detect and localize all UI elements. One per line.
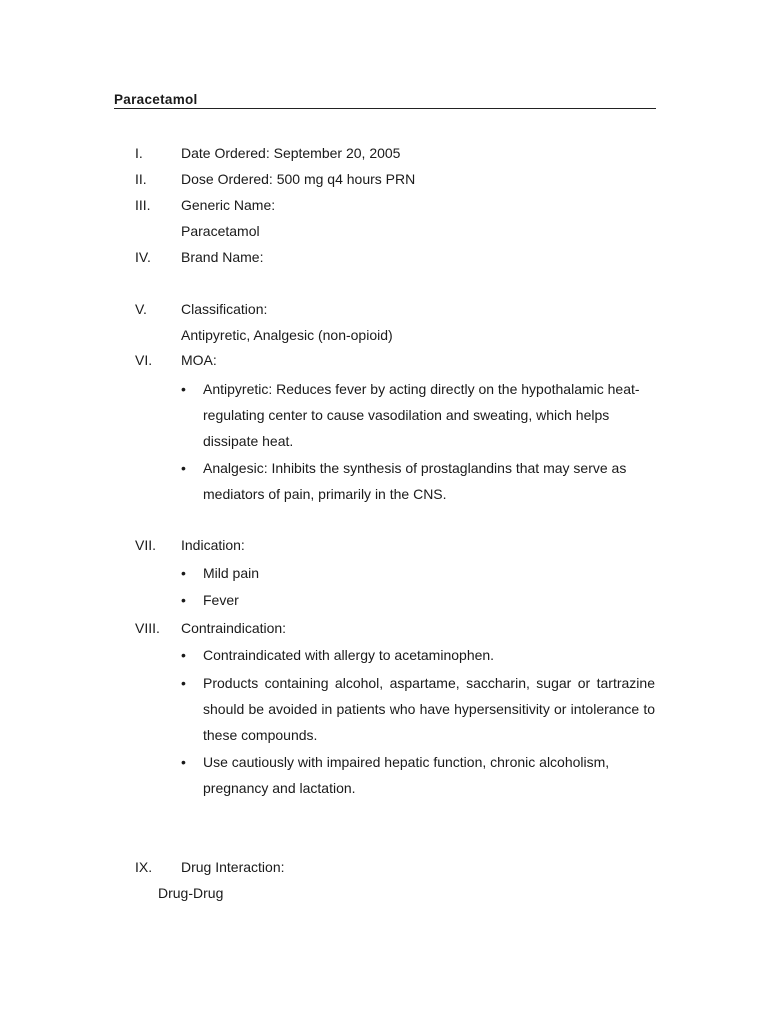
section-label: Date Ordered: September 20, 2005 bbox=[181, 145, 401, 161]
bullet-point: • bbox=[181, 647, 186, 663]
section-label: Indication: bbox=[181, 537, 245, 553]
bullet-point: • bbox=[181, 675, 186, 691]
section-label: Dose Ordered: 500 mg q4 hours PRN bbox=[181, 171, 416, 187]
bullet-text: Contraindicated with allergy to acetaminophen. bbox=[203, 647, 495, 663]
section-numeral: IX. bbox=[135, 859, 153, 875]
section-value: Paracetamol bbox=[181, 223, 260, 239]
section-label: Drug Interaction: bbox=[181, 859, 285, 875]
bullet-text: Antipyretic: Reduces fever by acting directly on the hypothalamic heat-regulating center to cause vasodilation and sweating, which helps dissipate heat. bbox=[203, 381, 640, 449]
document-title: Paracetamol bbox=[114, 92, 198, 107]
bullet-text: Analgesic: Inhibits the synthesis of prostaglandins that may serve as mediators of pain, primarily in the CNS. bbox=[203, 460, 627, 502]
bullet-point: • bbox=[181, 754, 186, 770]
section-value: Antipyretic, Analgesic (non-opioid) bbox=[181, 327, 393, 343]
bullet-text: Use cautiously with impaired hepatic function, chronic alcoholism, pregnancy and lactation. bbox=[203, 754, 610, 796]
section-sublabel: Drug-Drug bbox=[158, 885, 224, 901]
section-numeral: I. bbox=[135, 145, 143, 161]
bullet-point: • bbox=[181, 460, 186, 476]
bullet-point: • bbox=[181, 565, 186, 581]
bullet-text: Fever bbox=[203, 592, 239, 608]
section-label: Classification: bbox=[181, 301, 268, 317]
title-underline bbox=[114, 108, 656, 109]
bullet-point: • bbox=[181, 381, 186, 397]
section-label: MOA: bbox=[181, 352, 217, 368]
section-numeral: VII. bbox=[135, 537, 157, 553]
bullet-text: Products containing alcohol, aspartame, saccharin, sugar or tartrazine should be avoided in patients who have hypersensitivity or intolerance to these compounds. bbox=[203, 675, 655, 743]
section-numeral: IV. bbox=[135, 249, 151, 265]
section-label: Generic Name: bbox=[181, 197, 276, 213]
section-numeral: III. bbox=[135, 197, 151, 213]
section-label: Brand Name: bbox=[181, 249, 264, 265]
bullet-point: • bbox=[181, 592, 186, 608]
section-numeral: VIII. bbox=[135, 620, 160, 636]
section-numeral: V. bbox=[135, 301, 147, 317]
section-label: Contraindication: bbox=[181, 620, 287, 636]
bullet-text: Mild pain bbox=[203, 565, 260, 581]
section-numeral: II. bbox=[135, 171, 147, 187]
section-numeral: VI. bbox=[135, 352, 153, 368]
